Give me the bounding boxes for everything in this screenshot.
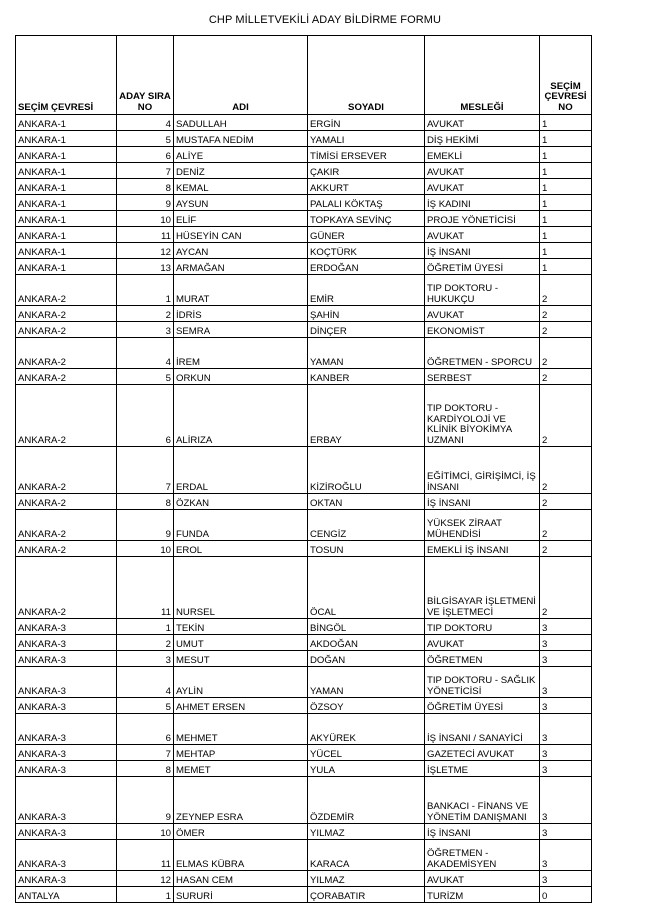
table-row xyxy=(16,887,592,903)
cell-meslegi: DİŞ HEKİMİ xyxy=(425,131,540,147)
cell-meslegi: EĞİTİMCİ, GİRİŞİMCİ, İŞ İNSANI xyxy=(425,447,540,494)
cell-secim-cevresi: ANKARA-1 xyxy=(16,179,117,195)
cell-aday-sira-no: 1 xyxy=(117,275,174,306)
cell-soyadi: BİNGÖL xyxy=(308,619,425,635)
cell-soyadi: OKTAN xyxy=(308,494,425,510)
cell-adi: HÜSEYİN CAN xyxy=(174,227,308,243)
table-row xyxy=(16,259,592,275)
cell-secim-cevresi: ANKARA-1 xyxy=(16,211,117,227)
cell-soyadi: ÖZDEMİR xyxy=(308,777,425,824)
cell-secim-cevresi-no: 2 xyxy=(540,447,592,494)
cell-aday-sira-no: 8 xyxy=(117,761,174,777)
table-row xyxy=(16,385,592,447)
cell-secim-cevresi-no: 0 xyxy=(540,887,592,903)
cell-secim-cevresi-no: 3 xyxy=(540,761,592,777)
table-row xyxy=(16,369,592,385)
cell-secim-cevresi: ANKARA-3 xyxy=(16,871,117,887)
cell-secim-cevresi: ANKARA-1 xyxy=(16,163,117,179)
cell-secim-cevresi-no: 3 xyxy=(540,871,592,887)
cell-secim-cevresi-no: 3 xyxy=(540,635,592,651)
cell-adi: KEMAL xyxy=(174,179,308,195)
cell-soyadi: YILMAZ xyxy=(308,824,425,840)
cell-secim-cevresi: ANKARA-2 xyxy=(16,510,117,541)
cell-meslegi: SERBEST xyxy=(425,369,540,385)
cell-adi: AHMET ERSEN xyxy=(174,698,308,714)
cell-secim-cevresi: ANKARA-2 xyxy=(16,385,117,447)
cell-soyadi: ERBAY xyxy=(308,385,425,447)
cell-secim-cevresi-no: 1 xyxy=(540,195,592,211)
cell-soyadi: AKDOĞAN xyxy=(308,635,425,651)
cell-secim-cevresi-no: 1 xyxy=(540,259,592,275)
cell-soyadi: TOPKAYA SEVİNÇ xyxy=(308,211,425,227)
cell-meslegi: AVUKAT xyxy=(425,115,540,131)
cell-adi: ZEYNEP ESRA xyxy=(174,777,308,824)
cell-meslegi: ÖĞRETMEN - SPORCU xyxy=(425,338,540,369)
cell-aday-sira-no: 3 xyxy=(117,322,174,338)
cell-soyadi: ÇAKIR xyxy=(308,163,425,179)
table-row xyxy=(16,211,592,227)
cell-meslegi: İŞLETME xyxy=(425,761,540,777)
table-row xyxy=(16,714,592,745)
cell-secim-cevresi: ANKARA-2 xyxy=(16,557,117,619)
cell-soyadi: DİNÇER xyxy=(308,322,425,338)
cell-adi: ARMAĞAN xyxy=(174,259,308,275)
cell-aday-sira-no: 11 xyxy=(117,557,174,619)
cell-secim-cevresi-no: 2 xyxy=(540,385,592,447)
cell-adi: ELİF xyxy=(174,211,308,227)
cell-soyadi: ÖCAL xyxy=(308,557,425,619)
cell-secim-cevresi-no: 2 xyxy=(540,494,592,510)
table-row xyxy=(16,227,592,243)
table-row xyxy=(16,510,592,541)
cell-soyadi: TİMİSİ ERSEVER xyxy=(308,147,425,163)
header-secim-cevresi: SEÇİM ÇEVRESİ xyxy=(16,36,117,115)
cell-adi: MEMET xyxy=(174,761,308,777)
cell-soyadi: YILMAZ xyxy=(308,871,425,887)
cell-adi: ALİYE xyxy=(174,147,308,163)
table-row xyxy=(16,131,592,147)
cell-secim-cevresi-no: 1 xyxy=(540,179,592,195)
cell-soyadi: KİZİROĞLU xyxy=(308,447,425,494)
cell-adi: İDRİS xyxy=(174,306,308,322)
cell-secim-cevresi-no: 2 xyxy=(540,338,592,369)
cell-adi: İREM xyxy=(174,338,308,369)
cell-adi: MEHMET xyxy=(174,714,308,745)
cell-secim-cevresi: ANKARA-3 xyxy=(16,698,117,714)
cell-soyadi: TOSUN xyxy=(308,541,425,557)
cell-soyadi: GÜNER xyxy=(308,227,425,243)
cell-secim-cevresi: ANKARA-2 xyxy=(16,494,117,510)
cell-soyadi: ŞAHİN xyxy=(308,306,425,322)
cell-meslegi: AVUKAT xyxy=(425,635,540,651)
cell-meslegi: AVUKAT xyxy=(425,163,540,179)
cell-meslegi: ÖĞRETİM ÜYESİ xyxy=(425,259,540,275)
cell-secim-cevresi-no: 1 xyxy=(540,211,592,227)
cell-aday-sira-no: 11 xyxy=(117,840,174,871)
cell-soyadi: PALALI KÖKTAŞ xyxy=(308,195,425,211)
cell-adi: EROL xyxy=(174,541,308,557)
cell-secim-cevresi: ANKARA-3 xyxy=(16,777,117,824)
table-row xyxy=(16,195,592,211)
cell-meslegi: TIP DOKTORU - SAĞLIK YÖNETİCİSİ xyxy=(425,667,540,698)
header-meslegi: MESLEĞİ xyxy=(425,36,540,115)
cell-secim-cevresi-no: 3 xyxy=(540,777,592,824)
cell-meslegi: TIP DOKTORU - HUKUKÇU xyxy=(425,275,540,306)
cell-meslegi: BİLGİSAYAR İŞLETMENİ VE İŞLETMECİ xyxy=(425,557,540,619)
cell-aday-sira-no: 6 xyxy=(117,385,174,447)
cell-aday-sira-no: 6 xyxy=(117,147,174,163)
cell-adi: ÖMER xyxy=(174,824,308,840)
cell-meslegi: İŞ KADINI xyxy=(425,195,540,211)
cell-soyadi: EMİR xyxy=(308,275,425,306)
table-row xyxy=(16,243,592,259)
cell-aday-sira-no: 7 xyxy=(117,163,174,179)
cell-adi: AYSUN xyxy=(174,195,308,211)
cell-secim-cevresi: ANKARA-2 xyxy=(16,322,117,338)
cell-secim-cevresi: ANKARA-3 xyxy=(16,761,117,777)
cell-secim-cevresi: ANKARA-2 xyxy=(16,306,117,322)
cell-meslegi: İŞ İNSANI xyxy=(425,494,540,510)
cell-secim-cevresi: ANTALYA xyxy=(16,887,117,903)
cell-secim-cevresi-no: 3 xyxy=(540,698,592,714)
cell-secim-cevresi: ANKARA-2 xyxy=(16,447,117,494)
cell-adi: FUNDA xyxy=(174,510,308,541)
cell-soyadi: YULA xyxy=(308,761,425,777)
cell-aday-sira-no: 1 xyxy=(117,887,174,903)
cell-aday-sira-no: 10 xyxy=(117,824,174,840)
cell-adi: SURURİ xyxy=(174,887,308,903)
cell-secim-cevresi: ANKARA-1 xyxy=(16,131,117,147)
table-row xyxy=(16,824,592,840)
cell-meslegi: İŞ İNSANI / SANAYİCİ xyxy=(425,714,540,745)
table-row xyxy=(16,557,592,619)
cell-secim-cevresi: ANKARA-2 xyxy=(16,338,117,369)
table-row xyxy=(16,115,592,131)
cell-secim-cevresi: ANKARA-1 xyxy=(16,147,117,163)
cell-adi: ALİRIZA xyxy=(174,385,308,447)
cell-aday-sira-no: 8 xyxy=(117,494,174,510)
cell-meslegi: AVUKAT xyxy=(425,306,540,322)
cell-secim-cevresi-no: 2 xyxy=(540,306,592,322)
cell-secim-cevresi-no: 1 xyxy=(540,163,592,179)
cell-meslegi: ÖĞRETMEN - AKADEMİSYEN xyxy=(425,840,540,871)
cell-secim-cevresi: ANKARA-2 xyxy=(16,541,117,557)
cell-meslegi: TURİZM xyxy=(425,887,540,903)
table-row xyxy=(16,777,592,824)
cell-secim-cevresi-no: 3 xyxy=(540,840,592,871)
table-row xyxy=(16,338,592,369)
cell-aday-sira-no: 9 xyxy=(117,510,174,541)
cell-meslegi: GAZETECİ AVUKAT xyxy=(425,745,540,761)
cell-secim-cevresi: ANKARA-2 xyxy=(16,369,117,385)
cell-secim-cevresi-no: 3 xyxy=(540,714,592,745)
cell-adi: ELMAS KÜBRA xyxy=(174,840,308,871)
cell-meslegi: ÖĞRETİM ÜYESİ xyxy=(425,698,540,714)
table-row xyxy=(16,761,592,777)
table-row xyxy=(16,494,592,510)
cell-meslegi: İŞ İNSANI xyxy=(425,824,540,840)
cell-meslegi: TIP DOKTORU - KARDİYOLOJİ VE KLİNİK BİYOKİMYA UZMANI xyxy=(425,385,540,447)
table-body xyxy=(16,115,592,903)
cell-adi: MUSTAFA NEDİM xyxy=(174,131,308,147)
cell-aday-sira-no: 5 xyxy=(117,369,174,385)
cell-aday-sira-no: 9 xyxy=(117,777,174,824)
cell-aday-sira-no: 2 xyxy=(117,635,174,651)
cell-adi: MURAT xyxy=(174,275,308,306)
cell-secim-cevresi-no: 2 xyxy=(540,510,592,541)
cell-secim-cevresi-no: 3 xyxy=(540,651,592,667)
cell-soyadi: ERGİN xyxy=(308,115,425,131)
cell-aday-sira-no: 12 xyxy=(117,243,174,259)
cell-soyadi: KANBER xyxy=(308,369,425,385)
cell-meslegi: ÖĞRETMEN xyxy=(425,651,540,667)
table-row xyxy=(16,667,592,698)
cell-soyadi: YAMAN xyxy=(308,338,425,369)
cell-adi: TEKİN xyxy=(174,619,308,635)
cell-secim-cevresi: ANKARA-1 xyxy=(16,259,117,275)
header-soyadi: SOYADI xyxy=(308,36,425,115)
cell-aday-sira-no: 13 xyxy=(117,259,174,275)
cell-meslegi: İŞ İNSANI xyxy=(425,243,540,259)
cell-meslegi: EMEKLİ İŞ İNSANI xyxy=(425,541,540,557)
cell-aday-sira-no: 4 xyxy=(117,667,174,698)
cell-soyadi: ÇORABATIR xyxy=(308,887,425,903)
cell-secim-cevresi: ANKARA-1 xyxy=(16,195,117,211)
cell-aday-sira-no: 7 xyxy=(117,447,174,494)
cell-aday-sira-no: 1 xyxy=(117,619,174,635)
cell-secim-cevresi: ANKARA-3 xyxy=(16,635,117,651)
cell-aday-sira-no: 4 xyxy=(117,115,174,131)
cell-secim-cevresi-no: 2 xyxy=(540,557,592,619)
cell-aday-sira-no: 8 xyxy=(117,179,174,195)
cell-adi: MESUT xyxy=(174,651,308,667)
cell-soyadi: AKKURT xyxy=(308,179,425,195)
cell-adi: ERDAL xyxy=(174,447,308,494)
cell-meslegi: AVUKAT xyxy=(425,227,540,243)
table-row xyxy=(16,179,592,195)
table-row xyxy=(16,619,592,635)
cell-adi: ORKUN xyxy=(174,369,308,385)
header-secim-cevresi-no: SEÇİM ÇEVRESİ NO xyxy=(540,36,592,115)
cell-secim-cevresi-no: 2 xyxy=(540,322,592,338)
cell-secim-cevresi-no: 1 xyxy=(540,227,592,243)
table-row xyxy=(16,541,592,557)
cell-aday-sira-no: 6 xyxy=(117,714,174,745)
cell-aday-sira-no: 9 xyxy=(117,195,174,211)
table-row xyxy=(16,322,592,338)
cell-secim-cevresi-no: 1 xyxy=(540,131,592,147)
cell-meslegi: YÜKSEK ZİRAAT MÜHENDİSİ xyxy=(425,510,540,541)
cell-soyadi: KARACA xyxy=(308,840,425,871)
cell-secim-cevresi: ANKARA-1 xyxy=(16,243,117,259)
cell-secim-cevresi-no: 2 xyxy=(540,275,592,306)
table-row xyxy=(16,840,592,871)
cell-soyadi: ERDOĞAN xyxy=(308,259,425,275)
cell-adi: SEMRA xyxy=(174,322,308,338)
cell-secim-cevresi: ANKARA-3 xyxy=(16,745,117,761)
cell-soyadi: YAMAN xyxy=(308,667,425,698)
cell-secim-cevresi: ANKARA-3 xyxy=(16,714,117,745)
cell-meslegi: AVUKAT xyxy=(425,179,540,195)
cell-adi: HASAN CEM xyxy=(174,871,308,887)
cell-secim-cevresi-no: 1 xyxy=(540,115,592,131)
header-row xyxy=(16,36,592,115)
cell-secim-cevresi: ANKARA-3 xyxy=(16,651,117,667)
table-row xyxy=(16,745,592,761)
table-row xyxy=(16,651,592,667)
cell-meslegi: TIP DOKTORU xyxy=(425,619,540,635)
table-row xyxy=(16,635,592,651)
table-row xyxy=(16,698,592,714)
table-row xyxy=(16,306,592,322)
cell-soyadi: KOÇTÜRK xyxy=(308,243,425,259)
cell-adi: UMUT xyxy=(174,635,308,651)
table-row xyxy=(16,163,592,179)
cell-meslegi: PROJE YÖNETİCİSİ xyxy=(425,211,540,227)
header-aday-sira-no: ADAY SIRA NO xyxy=(117,36,174,115)
cell-secim-cevresi-no: 2 xyxy=(540,369,592,385)
cell-secim-cevresi: ANKARA-3 xyxy=(16,840,117,871)
cell-aday-sira-no: 12 xyxy=(117,871,174,887)
cell-secim-cevresi-no: 3 xyxy=(540,824,592,840)
cell-adi: DENİZ xyxy=(174,163,308,179)
form-title: CHP MİLLETVEKİLİ ADAY BİLDİRME FORMU xyxy=(208,14,442,26)
cell-secim-cevresi-no: 3 xyxy=(540,619,592,635)
cell-secim-cevresi-no: 1 xyxy=(540,243,592,259)
cell-adi: AYCAN xyxy=(174,243,308,259)
cell-aday-sira-no: 11 xyxy=(117,227,174,243)
cell-soyadi: ÖZSOY xyxy=(308,698,425,714)
cell-soyadi: AKYÜREK xyxy=(308,714,425,745)
table-row xyxy=(16,275,592,306)
cell-aday-sira-no: 7 xyxy=(117,745,174,761)
cell-soyadi: YÜCEL xyxy=(308,745,425,761)
cell-soyadi: DOĞAN xyxy=(308,651,425,667)
cell-secim-cevresi-no: 1 xyxy=(540,147,592,163)
table-row xyxy=(16,871,592,887)
candidate-table xyxy=(15,35,592,903)
table-row xyxy=(16,447,592,494)
cell-secim-cevresi: ANKARA-1 xyxy=(16,227,117,243)
cell-meslegi: BANKACI - FİNANS VE YÖNETİM DANIŞMANI xyxy=(425,777,540,824)
cell-secim-cevresi: ANKARA-1 xyxy=(16,115,117,131)
cell-aday-sira-no: 3 xyxy=(117,651,174,667)
header-adi: ADI xyxy=(174,36,308,115)
cell-secim-cevresi: ANKARA-2 xyxy=(16,275,117,306)
cell-aday-sira-no: 4 xyxy=(117,338,174,369)
table-row xyxy=(16,147,592,163)
cell-adi: MEHTAP xyxy=(174,745,308,761)
cell-soyadi: CENGİZ xyxy=(308,510,425,541)
cell-secim-cevresi: ANKARA-3 xyxy=(16,619,117,635)
cell-meslegi: EKONOMİST xyxy=(425,322,540,338)
cell-secim-cevresi-no: 3 xyxy=(540,745,592,761)
cell-adi: AYLİN xyxy=(174,667,308,698)
cell-aday-sira-no: 5 xyxy=(117,131,174,147)
cell-meslegi: AVUKAT xyxy=(425,871,540,887)
cell-adi: SADULLAH xyxy=(174,115,308,131)
cell-adi: NURSEL xyxy=(174,557,308,619)
cell-secim-cevresi-no: 2 xyxy=(540,541,592,557)
cell-secim-cevresi-no: 3 xyxy=(540,667,592,698)
cell-aday-sira-no: 2 xyxy=(117,306,174,322)
cell-meslegi: EMEKLİ xyxy=(425,147,540,163)
cell-secim-cevresi: ANKARA-3 xyxy=(16,667,117,698)
cell-aday-sira-no: 10 xyxy=(117,541,174,557)
cell-adi: ÖZKAN xyxy=(174,494,308,510)
cell-aday-sira-no: 10 xyxy=(117,211,174,227)
cell-secim-cevresi: ANKARA-3 xyxy=(16,824,117,840)
cell-soyadi: YAMALI xyxy=(308,131,425,147)
cell-aday-sira-no: 5 xyxy=(117,698,174,714)
